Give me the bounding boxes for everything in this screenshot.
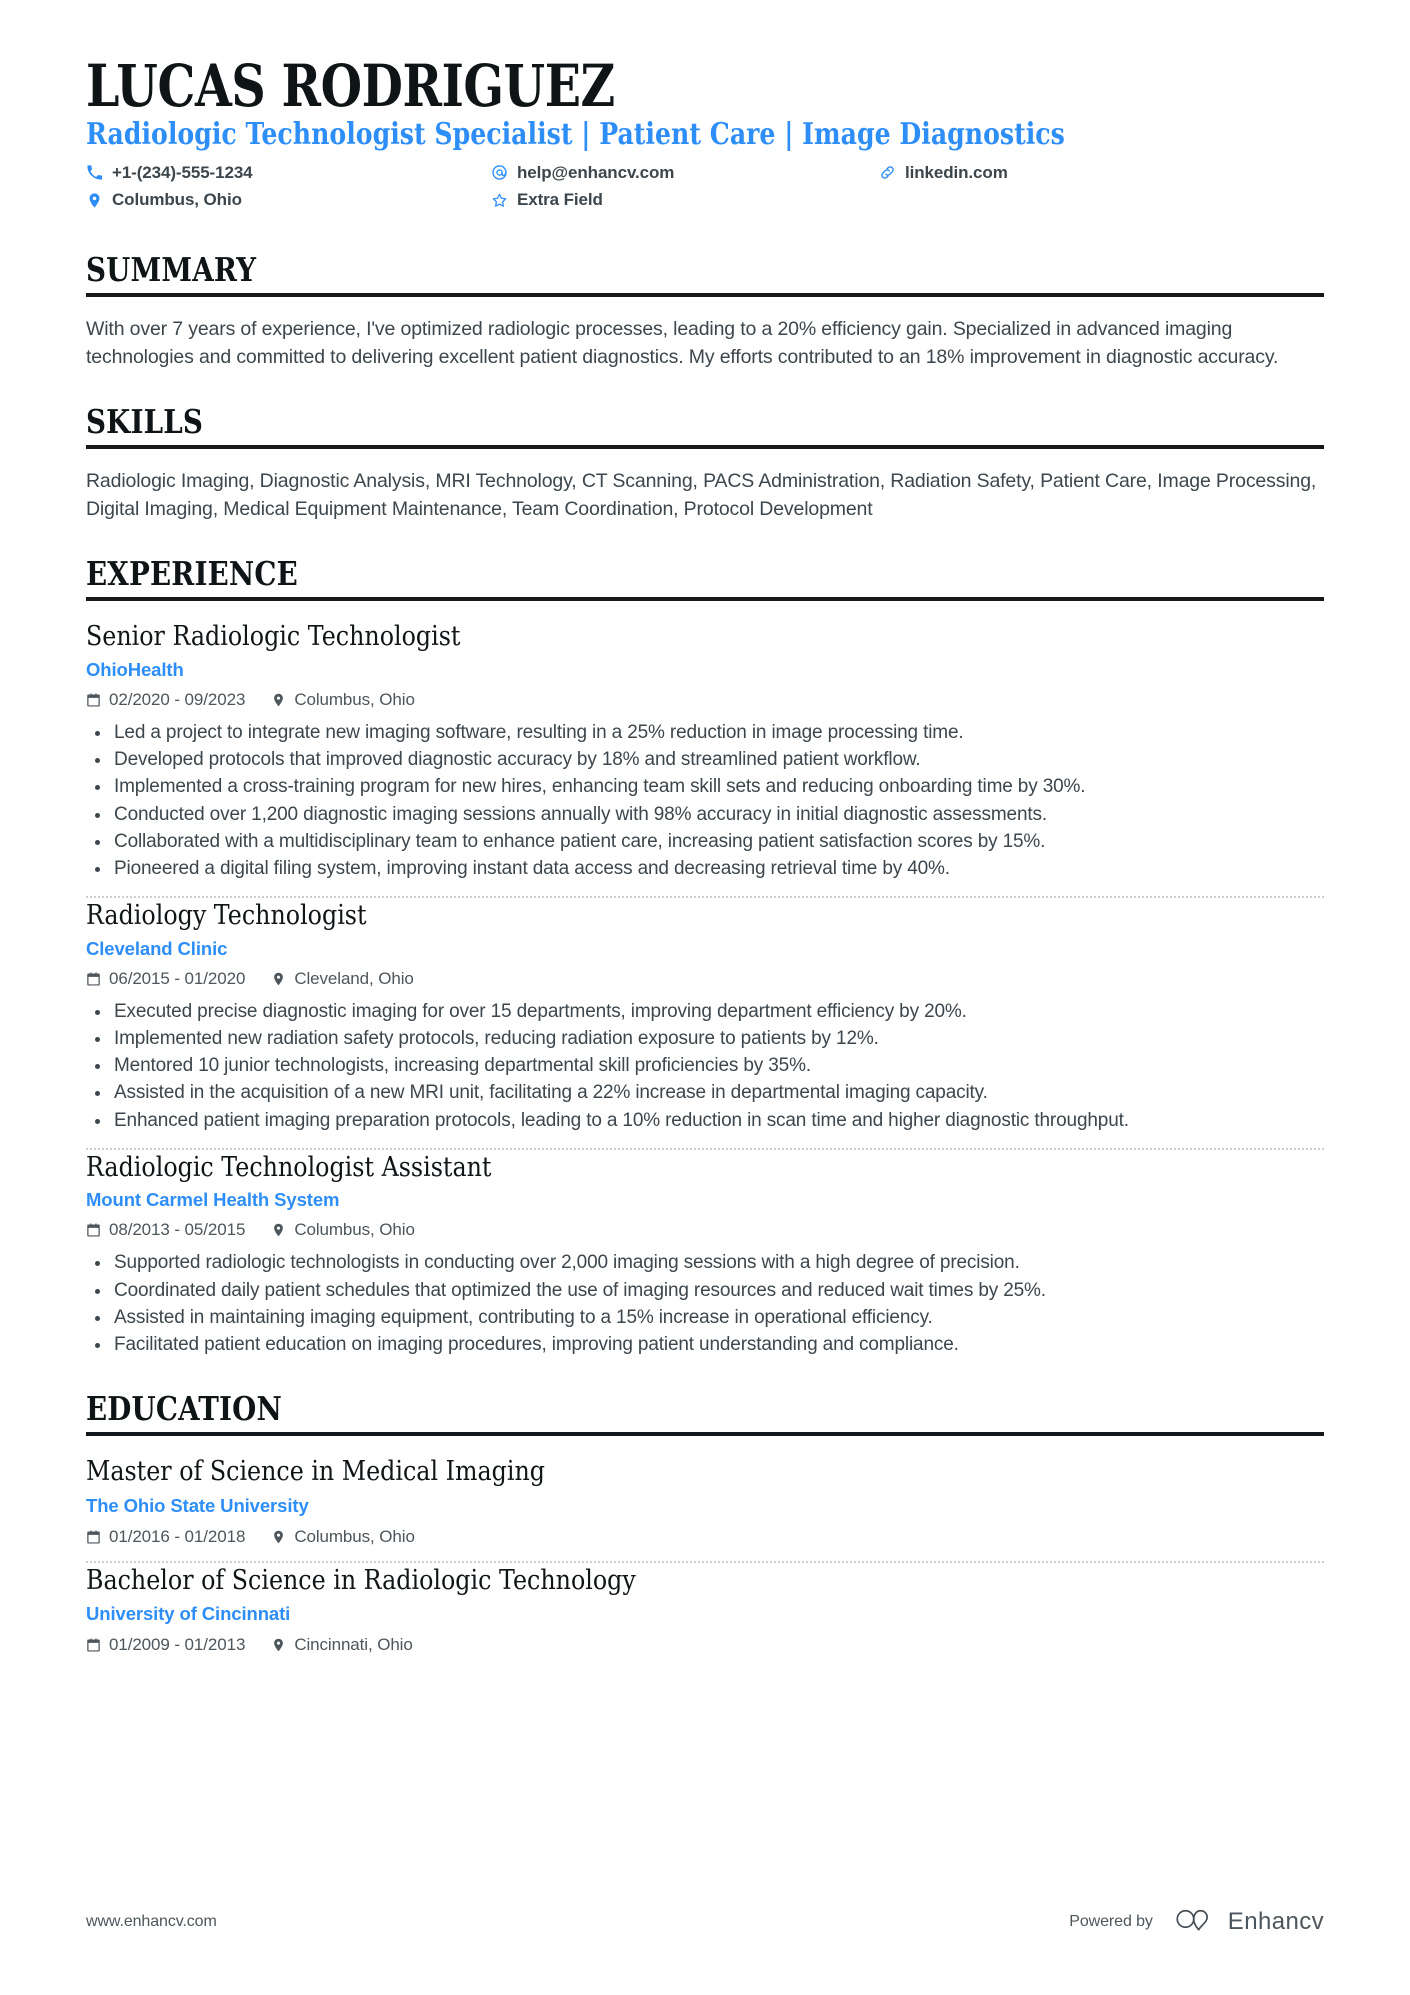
contact-extra-field[interactable]	[491, 189, 879, 211]
location-pin-icon	[271, 1222, 286, 1238]
bullet-item: Pioneered a digital filing system, improving instant data access and decreasing retrieval time by 40%.	[86, 856, 1324, 882]
education-entry	[86, 1454, 1324, 1547]
calendar-icon	[86, 692, 101, 708]
job-dates-text: 06/2015 - 01/2020	[109, 968, 246, 988]
section-rule	[86, 293, 1324, 297]
job-title: Senior Radiologic Technologist	[86, 621, 461, 653]
job-location-text: Cleveland, Ohio	[294, 968, 414, 988]
job-title: Radiology Technologist	[86, 900, 367, 932]
education-location-text: Columbus, Ohio	[294, 1526, 415, 1546]
page-footer	[86, 1906, 1324, 1937]
footer-branding	[1069, 1906, 1324, 1937]
bullet-item: Assisted in maintaining imaging equipment, contributing to a 15% increase in operational efficiency.	[86, 1305, 1324, 1331]
bullet-item: Conducted over 1,200 diagnostic imaging sessions annually with 98% accuracy in initial diagnostic assessments.	[86, 802, 1324, 828]
star-icon	[491, 192, 508, 209]
phone-icon	[86, 164, 103, 181]
job-meta	[86, 690, 1324, 710]
education-meta	[86, 1527, 1324, 1547]
bullet-item: Led a project to integrate new imaging software, resulting in a 25% reduction in image processing time.	[86, 720, 1324, 746]
contact-email[interactable]	[491, 162, 879, 184]
education-meta	[86, 1635, 1324, 1655]
education-dates	[86, 1527, 245, 1547]
bullet-item: Mentored 10 junior technologists, increasing departmental skill proficiencies by 35%.	[86, 1053, 1324, 1079]
bullet-item: Implemented new radiation safety protocols, reducing radiation exposure to patients by 12%.	[86, 1026, 1324, 1052]
section-title-education: EDUCATION	[86, 1389, 282, 1429]
section-rule	[86, 445, 1324, 449]
skills-body	[86, 467, 1324, 523]
job-dates	[86, 1220, 245, 1240]
bullet-item: Implemented a cross-training program for new hires, enhancing team skill sets and reducing onboarding time by 30%.	[86, 774, 1324, 800]
job-location	[271, 969, 413, 989]
education-location	[271, 1635, 412, 1655]
contact-extra-field-text: Extra Field	[517, 190, 603, 209]
education-entry	[86, 1563, 1324, 1656]
degree-title: Bachelor of Science in Radiologic Technology	[86, 1564, 636, 1596]
full-name: LUCAS RODRIGUEZ	[86, 52, 615, 120]
section-skills	[86, 402, 1324, 523]
calendar-icon	[86, 1637, 101, 1653]
enhancv-brand	[1175, 1906, 1324, 1937]
resume-header	[86, 0, 1324, 211]
section-title-summary: SUMMARY	[86, 250, 257, 290]
bullet-item: Coordinated daily patient schedules that optimized the use of imaging resources and reduced wait times by 25%.	[86, 1278, 1324, 1304]
calendar-icon	[86, 1222, 101, 1238]
calendar-icon	[86, 971, 101, 987]
section-title-skills: SKILLS	[86, 402, 204, 442]
contact-info	[86, 162, 1324, 211]
job-location	[271, 690, 415, 710]
job-location	[271, 1220, 415, 1240]
degree-title: Master of Science in Medical Imaging	[86, 1456, 546, 1488]
job-bullets	[86, 1250, 1324, 1358]
enhancv-brand-name: Enhancv	[1227, 1907, 1324, 1935]
bullet-item: Assisted in the acquisition of a new MRI unit, facilitating a 22% increase in departmental imaging capacity.	[86, 1080, 1324, 1106]
experience-entry	[86, 619, 1324, 882]
job-title: Radiologic Technologist Assistant	[86, 1151, 492, 1183]
job-dates-text: 02/2020 - 09/2023	[109, 689, 246, 709]
skills-text: Radiologic Imaging, Diagnostic Analysis, MRI Technology, CT Scanning, PACS Administration, Radiation Safety, Patient Care, Image Processing, Digital Imaging, Medical Equipment Maintenance, Team Coordination, Protocol Development	[86, 470, 1317, 521]
location-pin-icon	[86, 192, 103, 209]
email-icon	[491, 164, 508, 181]
footer-url[interactable]: www.enhancv.com	[86, 1912, 217, 1930]
experience-entry	[86, 898, 1324, 1134]
location-pin-icon	[271, 1637, 286, 1653]
bullet-item: Developed protocols that improved diagnostic accuracy by 18% and streamlined patient workflow.	[86, 747, 1324, 773]
location-pin-icon	[271, 692, 286, 708]
location-pin-icon	[271, 1529, 286, 1545]
summary-body	[86, 315, 1324, 371]
section-experience	[86, 554, 1324, 1358]
experience-entry	[86, 1150, 1324, 1358]
company-name: Mount Carmel Health System	[86, 1189, 340, 1211]
calendar-icon	[86, 1529, 101, 1545]
professional-headline: Radiologic Technologist Specialist | Patient Care | Image Diagnostics	[86, 117, 1065, 153]
contact-linkedin[interactable]	[879, 162, 1324, 184]
section-summary	[86, 250, 1324, 371]
education-dates-text: 01/2009 - 01/2013	[109, 1635, 246, 1655]
company-name: Cleveland Clinic	[86, 937, 228, 959]
powered-by-label: Powered by	[1069, 1912, 1153, 1930]
job-dates	[86, 690, 245, 710]
company-name: OhioHealth	[86, 658, 184, 680]
education-location	[271, 1527, 415, 1547]
contact-phone-text: +1-(234)-555-1234	[112, 162, 253, 182]
link-icon	[879, 164, 896, 181]
school-name: University of Cincinnati	[86, 1603, 291, 1625]
enhancv-logo-icon	[1175, 1906, 1217, 1937]
contact-email-text: help@enhancv.com	[517, 162, 675, 182]
job-location-text: Columbus, Ohio	[294, 689, 415, 709]
contact-linkedin-text: linkedin.com	[905, 162, 1008, 182]
job-dates	[86, 969, 245, 989]
bullet-item: Collaborated with a multidisciplinary team to enhance patient care, increasing patient satisfaction scores by 15%.	[86, 829, 1324, 855]
summary-text: With over 7 years of experience, I've optimized radiologic processes, leading to a 20% efficiency gain. Specialized in advanced imaging technologies and committed to delivering excellent patient diagnostics. My efforts contributed to an 18% improvement in diagnostic accuracy.	[86, 318, 1279, 369]
education-dates-text: 01/2016 - 01/2018	[109, 1526, 246, 1546]
education-location-text: Cincinnati, Ohio	[294, 1635, 413, 1655]
job-meta	[86, 1220, 1324, 1240]
contact-location-text: Columbus, Ohio	[112, 190, 242, 209]
school-name: The Ohio State University	[86, 1494, 309, 1516]
section-education	[86, 1389, 1324, 1655]
job-bullets	[86, 999, 1324, 1134]
bullet-item: Facilitated patient education on imaging procedures, improving patient understanding and compliance.	[86, 1332, 1324, 1358]
education-dates	[86, 1635, 245, 1655]
experience-body	[86, 619, 1324, 1358]
job-dates-text: 08/2013 - 05/2015	[109, 1220, 246, 1240]
bullet-item: Supported radiologic technologists in conducting over 2,000 imaging sessions with a high degree of precision.	[86, 1250, 1324, 1276]
job-meta	[86, 969, 1324, 989]
contact-phone[interactable]	[86, 162, 491, 184]
section-rule	[86, 1432, 1324, 1436]
bullet-item: Enhanced patient imaging preparation protocols, leading to a 10% reduction in scan time and higher diagnostic throughput.	[86, 1108, 1324, 1134]
contact-location[interactable]	[86, 189, 491, 211]
section-title-experience: EXPERIENCE	[86, 554, 298, 594]
job-location-text: Columbus, Ohio	[294, 1220, 415, 1240]
location-pin-icon	[271, 971, 286, 987]
education-body	[86, 1454, 1324, 1655]
section-rule	[86, 597, 1324, 601]
job-bullets	[86, 720, 1324, 882]
bullet-item: Executed precise diagnostic imaging for over 15 departments, improving department efficiency by 20%.	[86, 999, 1324, 1025]
